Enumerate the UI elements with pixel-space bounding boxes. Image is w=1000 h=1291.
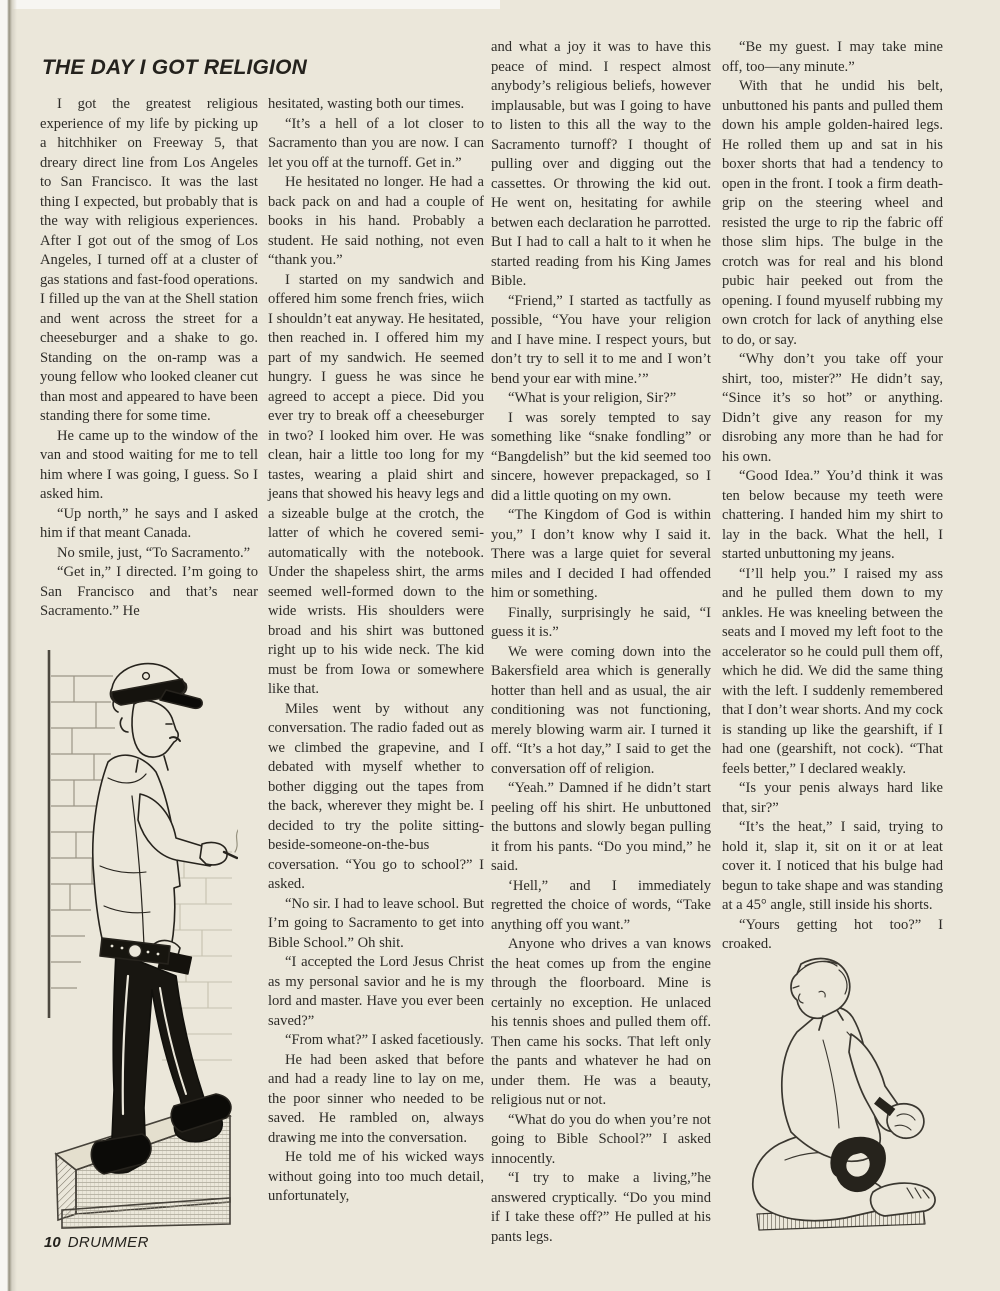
scan-edge-left	[0, 0, 17, 1291]
illustration-standing-man-line-drawing	[34, 646, 238, 1232]
paragraph: “It’s the heat,” I said, trying to hold it, slap it, sit on it or at leat cover it. I noticed that his bulge had begun to take shape and was standing at a 45° angle, still inside his shorts.	[722, 819, 943, 913]
paragraph: I got the greatest religious experience of my life by picking up a hitchhiker on Freeway 5, that dreary direct line from Los Angeles to San Francisco. It was the last thing I expected, but probably that is the way with religious experiences. After I got out of the smog of Los Angeles, I turned off at a cluster of gas stations and fast-food operations. I filled up the van at the Shell station and went across the street for a cheeseburger and a shake to go. Standing on the on-ramp was a young fellow who looked cleaner cut than most and appeared to have been standing there for some time.	[40, 96, 258, 424]
text-column-2	[268, 95, 484, 1207]
paragraph: “Is your penis always hard like that, sir?”	[722, 780, 943, 816]
paragraph: “Why don’t you take off your shirt, too, mister?” He didn’t say, “Since it’s so hot” or anything. Didn’t give any reason for my disrobing any more than he had for his own.	[722, 351, 943, 465]
paragraph: With that he undid his belt, unbuttoned his pants and pulled them down his ample golden-haired legs. He rolled them up and sat in his boxer shorts that had a tendency to open in the front. I took a firm death-grip on the steering wheel and resisted the urge to rip the fabric off those slim hips. The bulge in the crotch was for real and his blond pubic hair peeked out from the opening. I found myuself rubbing my own crotch for lack of anything else to do, or say.	[722, 78, 943, 348]
paragraph: Miles went by without any conversation. The radio faded out as we climbed the grapevine, and I debated with myself whether to bother digging out the tapes from the back, wherever they might be. I decided to try the polite sitting-beside-someone-on-the-bus coversation. “You go to school?” I asked.	[268, 700, 484, 892]
paragraph: He told me of his wicked ways without going into too much detail, unfortunately,	[268, 1149, 484, 1204]
magazine-name: DRUMMER	[67, 1234, 149, 1251]
paragraph: No smile, just, “To Sacramento.”	[57, 544, 251, 561]
paragraph: “It’s a hell of a lot closer to Sacramento than you are now. I can let you off at the turnoff. Get in.”	[268, 115, 484, 171]
paragraph: “I accepted the Lord Jesus Christ as my personal savior and he is my lord and master. Have you ever been saved?”	[268, 954, 484, 1029]
paragraph: “From what?” I asked facetiously.	[285, 1032, 484, 1048]
paragraph: We were coming down into the Bakersfield area which is generally hotter than hell and as usual, the air conditioning was not functioning, merely blowing warm air. I turned it off. “It’s a hot day,” I said to get the conversation off of religion.	[491, 643, 711, 777]
paragraph: “Get in,” I directed. I’m going to San Francisco and that’s near Sacramento.” He	[40, 564, 258, 619]
page-number: 10	[44, 1234, 61, 1251]
paragraph: He had been asked that before and had a ready line to lay on me, the poor sinner who needed to be saved. He rambled on, always drawing me into the conversation.	[268, 1051, 484, 1146]
scan-edge-top	[0, 0, 500, 9]
paragraph: “Friend,” I started as tactfully as possible, “You have your religion and I have mine. I respect yours, but don’t try to sell it to me and I won’t bend your ear with mine.’”	[491, 292, 711, 387]
paragraph: “Yours getting hot too?” I croaked.	[722, 916, 943, 952]
paragraph: “I’ll help you.” I raised my ass and he pulled them down to my ankles. He was kneeling between the seats and I moved my left foot to the accelerator so he could pull them off, which he did. We did the same thing with the left. I suddenly remembered that I don’t wear shorts. And my cock is standing up like the gearshift, if I had one (gearshift, not cock). “That feels better,” I declared weakly.	[722, 565, 943, 777]
paragraph: and what a joy it was to have this peace of mind. I respect almost anybody’s religious beliefs, however implausable, but was I going to have to listen to this all the way to the Sacramento turnoff? I thought of pulling over and digging out the cassettes. Or throwing the kid out. He went on, hesitating for awhile betwen each declaration he parrotted. But I had to call a halt to it when he started reading from his King James Bible.	[491, 39, 711, 289]
paragraph: “The Kingdom of God is within you,” I don’t know why I said it. There was a large quiet for several miles and I decided I had offended him or something.	[491, 507, 711, 601]
paragraph: hesitated, wasting both our times.	[268, 96, 465, 112]
standing-man-svg	[34, 646, 238, 1232]
text-column-1	[40, 95, 258, 622]
paragraph: “Up north,” he says and I asked him if that meant Canada.	[40, 505, 258, 541]
paragraph: Anyone who drives a van knows the heat comes up from the engine through the floorboard. Mine is certainly no exception. He unlaced his tennis shoes and pulled them off. Then came his socks. That left only the pants and whatever he had on under them. He was a beauty, religious nut or not.	[491, 936, 711, 1108]
paragraph: “Good Idea.” You’d think it was ten below because my teeth were chattering. I handed him my shirt to lay in the back. What the hell, I started unbuttoning my jeans.	[722, 468, 943, 562]
text-column-3	[491, 38, 711, 1247]
paragraph: I was sorely tempted to say something like “snake fondling” or “Bangdelish” but the kid seemed too sincere, however prepackaged, so I did a little quoting on my own.	[491, 409, 711, 504]
text-column-4	[722, 38, 943, 955]
paragraph: ‘Hell,” and I immediately regretted the choice of words, “Take anything off you want.”	[491, 877, 711, 933]
paragraph: “Yeah.” Damned if he didn’t start peeling off his shirt. He unbuttoned the buttons and slowly began pulling it from his pants. “Do you mind,” he said.	[491, 780, 711, 874]
paragraph: “No sir. I had to leave school. But I’m going to Sacramento to get into Bible School.” Oh shit.	[268, 895, 484, 951]
paragraph: He came up to the window of the van and stood waiting for me to tell him where I was going, I guess. So I asked him.	[40, 427, 258, 502]
illustration-kneeling-man-line-drawing	[727, 948, 959, 1236]
paragraph: “What do you do when you’re not going to Bible School?” I asked innocently.	[491, 1111, 711, 1167]
paragraph: “What is your religion, Sir?”	[508, 390, 677, 406]
kneeling-figure	[753, 959, 935, 1230]
paragraph: “I try to make a living,”he answered cryptically. “Do you mind if I take these off?” He pulled at his pants legs.	[491, 1170, 711, 1245]
paragraph: Finally, surprisingly he said, “I guess it is.”	[491, 604, 711, 640]
paragraph: “Be my guest. I may take mine off, too—any minute.”	[722, 39, 943, 75]
article-title: THE DAY I GOT RELIGION	[42, 56, 307, 79]
page-footer	[44, 1234, 149, 1251]
kneeling-man-svg	[727, 948, 959, 1236]
uniformed-figure	[91, 664, 238, 1174]
paragraph: He hesitated no longer. He had a back pack on and had a couple of books in his hand. Probably a student. He said nothing, not even “thank you.”	[268, 174, 484, 268]
paragraph: I started on my sandwich and offered him some french fries, wiich I shouldn’t eat anyway. He hesitated, then reached in. I offered him my part of my sandwich. He seemed hungry. I guess he was since he agreed to accept a piece. Did you ever try to break off a cheeseburger in two? I looked him over. He was clean, hair a little too long for my tastes, wearing a plaid shirt and jeans that showed his heavy legs and a sizeable bulge at the crotch, the latter of which he covered semi-automatically with the notebook. Under the shapeless shirt, the arms seemed well-formed down to the wide wrists. His shoulders were broad and his shirt was buttoned right up to his wide neck. The kid must be from Iowa or somewhere like that.	[268, 271, 484, 697]
